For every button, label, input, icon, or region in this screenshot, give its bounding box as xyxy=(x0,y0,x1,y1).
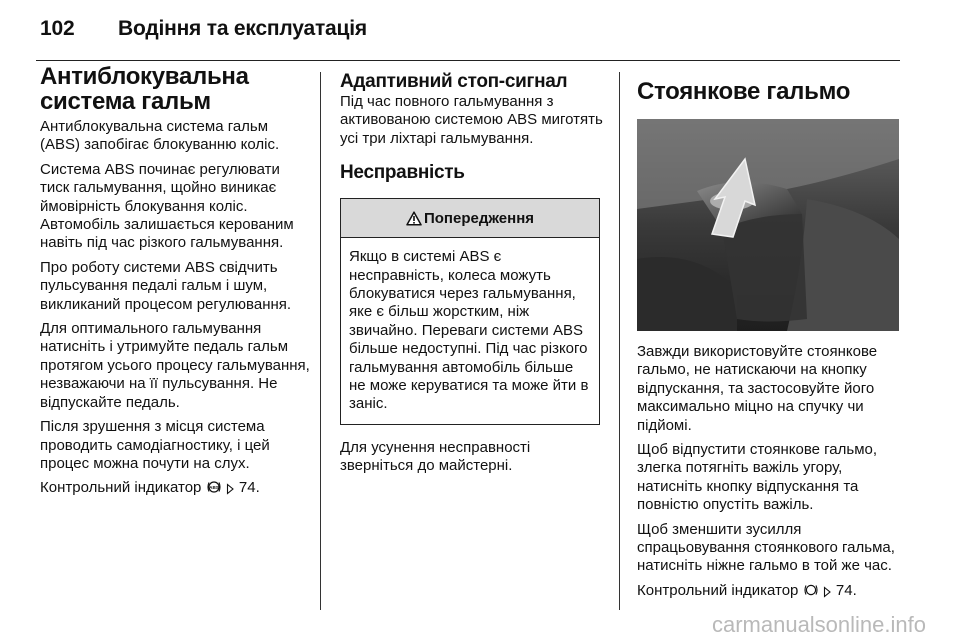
page-reference-icon xyxy=(226,483,235,495)
paragraph: Для оптимального гальмування натисніть і утримуйте педаль гальм протягом усього процесу гальмування, незважаючи на її пульсування. Не відпускайте педаль. xyxy=(40,320,310,411)
warning-text: Якщо в системі ABS є несправність, колеса можуть блокуватися через гальмування, яке є більш жорстким, ніж звичайно. Переваги системи ABS більше недоступні. Під час різкого гальмування автомобіль більше не може керуватися та може йти в заніс. xyxy=(349,248,589,413)
header-rule xyxy=(36,60,900,61)
watermark: carmanualsonline.info xyxy=(711,612,926,637)
page-header xyxy=(40,17,367,43)
paragraph: Антиблокувальна система гальм (ABS) запобігає блокуванню коліс. xyxy=(40,118,280,154)
parking-brake-heading: Стоянкове гальмо xyxy=(637,78,851,105)
adaptive-brake-heading: Адаптивний стоп-сигнал xyxy=(340,71,568,92)
paragraph: Завжди використовуйте стоянкове гальмо, не натискаючи на кнопку відпускання, та застосовуйте його максимально міцно на спучку чи підйомі. xyxy=(637,343,878,434)
paragraph: Після зрушення з місця система проводить самодіагностику, і цей процес можна почути на слух. xyxy=(40,418,270,472)
parking-brake-lever-photo xyxy=(637,119,899,331)
indicator-label: Контрольний індикатор xyxy=(637,581,799,599)
paragraph: Щоб відпустити стоянкове гальмо, злегка потягніть важіль угору, натисніть кнопку відпускання та повністю опустіть важіль. xyxy=(637,441,878,514)
column-divider xyxy=(619,72,620,610)
warning-body xyxy=(341,238,599,424)
svg-text:ABS: ABS xyxy=(208,485,219,491)
paragraph: Система ABS починає регулювати тиск гальмування, щойно виникає ймовірність блокування коліс. Автомобіль залишається керованим навіть під час різкого гальмування. xyxy=(40,160,294,252)
page-reference-icon xyxy=(823,586,832,598)
abs-heading: Антиблокувальна система гальм xyxy=(40,63,249,115)
paragraph: Під час повного гальмування з активованою системою ABS миготять усі три ліхтарі гальмування. xyxy=(340,93,603,147)
page-number: 102 xyxy=(40,17,75,40)
abs-warning-icon xyxy=(206,479,222,495)
warning-box xyxy=(340,198,600,425)
section-title: Водіння та експлуатація xyxy=(118,17,367,40)
brake-warning-icon xyxy=(803,582,819,598)
paragraph: Для усунення несправності зверніться до майстерні. xyxy=(340,438,531,475)
adaptive-brake-light-section xyxy=(340,64,604,476)
indicator-reference xyxy=(40,479,312,497)
malfunction-heading: Несправність xyxy=(340,162,465,184)
page-reference: 74. xyxy=(835,581,857,599)
abs-section xyxy=(40,64,312,498)
parking-brake-section xyxy=(637,64,907,600)
indicator-label: Контрольний індикатор xyxy=(40,479,202,497)
warning-triangle-icon xyxy=(406,211,422,226)
paragraph: Щоб зменшити зусилля спрацьовування стоянкового гальма, натисніть ніжне гальмо в той же час. xyxy=(637,520,895,575)
column-divider xyxy=(320,72,321,610)
page-reference: 74. xyxy=(238,479,260,497)
paragraph: Про роботу системи ABS свідчить пульсування педалі гальм і шум, викликаний процесом регулювання. xyxy=(40,258,292,313)
indicator-reference xyxy=(637,582,907,600)
warning-title: Попередження xyxy=(423,209,535,227)
warning-header xyxy=(341,199,599,238)
